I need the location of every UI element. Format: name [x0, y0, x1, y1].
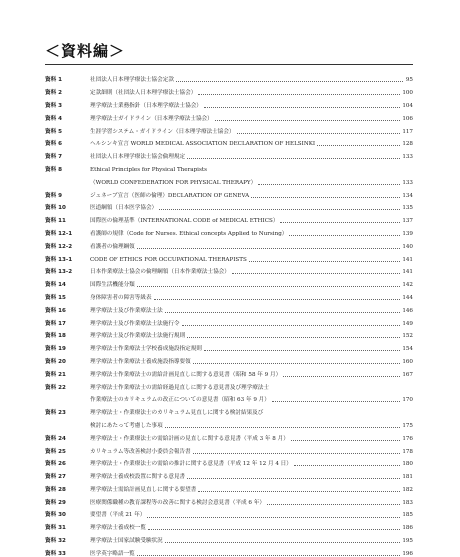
- dot-leader: [289, 235, 400, 236]
- dot-leader: [198, 491, 400, 492]
- toc-entry-number: 資料 6: [45, 141, 63, 148]
- toc-entry-number: 資料 12-1: [45, 230, 73, 237]
- toc-entry: [45, 429, 413, 442]
- toc-entry-number: 資料 24: [45, 435, 66, 442]
- toc-entry-title: 理学療法士作業療法士の需給経過見直しに関する意見書及び理学療法士: [90, 384, 270, 391]
- dot-leader: [294, 465, 400, 466]
- toc-entry-page: 142: [402, 282, 413, 289]
- toc-entry-number: 資料 20: [45, 358, 66, 365]
- toc-entry-number: 資料 14: [45, 282, 66, 289]
- toc-entry-number: 資料 18: [45, 333, 66, 340]
- toc-entry-title: 医療関係職種の教育課程等の改善に関する検討会意見書（平成 6 年）: [90, 499, 265, 506]
- toc-entry-page: 183: [402, 499, 413, 506]
- toc-entry: [45, 276, 413, 289]
- toc-entry-title: 社団法人日本理学療法士協会倫理規定: [90, 154, 186, 161]
- toc-entry: [45, 97, 413, 110]
- toc-entry: [45, 481, 413, 494]
- toc-entry-number: 資料 15: [45, 294, 66, 301]
- toc-entry-title: 理学療法士及び作業療法士法: [90, 307, 163, 314]
- toc-entry-number: 資料 3: [45, 102, 63, 109]
- toc-entry: [45, 544, 413, 557]
- toc-entry-title: 検討にあたって考慮した事項: [90, 422, 163, 429]
- dot-leader: [204, 350, 400, 351]
- toc-entry-page: 154: [402, 346, 413, 353]
- toc-entry-title: 理学療法士需給計画見直しに関する要望書: [90, 486, 197, 493]
- toc-entry-number: 資料 22: [45, 384, 66, 391]
- dot-leader: [237, 133, 401, 134]
- toc-entry-number: 資料 16: [45, 307, 66, 314]
- toc-entry-title: 理学療法士及び作業療法士法施行規則: [90, 333, 186, 340]
- toc-entry-page: 133: [402, 154, 413, 161]
- toc-entry-number: 資料 17: [45, 320, 66, 327]
- toc-entry-page: 170: [402, 397, 413, 404]
- toc-entry-page: 185: [402, 512, 413, 519]
- toc-entry-number: 資料 28: [45, 486, 66, 493]
- toc-entry-title: 作業療法士のカリキュラムの改正についての意見書（昭和 63 年 9 月）: [90, 397, 270, 404]
- toc-entry-title: （WORLD CONFEDERATION FOR PHYSICAL THERAPY）: [90, 179, 257, 186]
- dot-leader: [251, 197, 400, 198]
- toc-entry-title: CODE OF ETHICS FOR OCCUPATIONAL THERAPISTS: [90, 256, 247, 263]
- dot-leader: [187, 478, 400, 479]
- toc-entry: [45, 135, 413, 148]
- toc-entry: [45, 71, 413, 84]
- toc-entry-number: 資料 19: [45, 346, 66, 353]
- toc-entry-title: 理学療法士ガイドライン（日本理学療法士協会）: [90, 115, 213, 122]
- dot-leader: [272, 401, 400, 402]
- toc-entry-number: 資料 13-1: [45, 256, 73, 263]
- toc-entry: [45, 378, 413, 391]
- toc-entry-title: 理学療法士業務指針（日本理学療法士協会）: [90, 102, 202, 109]
- toc-entry-number: 資料 4: [45, 115, 63, 122]
- dot-leader: [154, 299, 401, 300]
- toc-entry-title: 理学療法士作業療法士養成施設指導要領: [90, 358, 191, 365]
- toc-entry-title: 理学療法士及び作業療法士法施行令: [90, 320, 180, 327]
- toc-entry-title: 医道綱領（日本医学協会）: [90, 205, 158, 212]
- toc-entry: [45, 468, 413, 481]
- dot-leader: [182, 325, 401, 326]
- toc-entry-page: 182: [402, 486, 413, 493]
- toc-entry-title: 理学療法士国家試験受験状況: [90, 538, 163, 545]
- dot-leader: [187, 337, 400, 338]
- toc-entry-title: 国際生活機能分類: [90, 282, 135, 289]
- toc-entry-page: 133: [402, 179, 413, 186]
- toc-entry-number: 資料 32: [45, 538, 66, 545]
- dot-leader: [317, 145, 400, 146]
- toc-entry: [45, 506, 413, 519]
- toc-entry-title: 理学療法士作業療法士学校養成施設指定規則: [90, 346, 202, 353]
- dot-leader: [137, 555, 401, 556]
- title-rule: [45, 64, 413, 65]
- toc-entry-number: 資料 33: [45, 550, 66, 557]
- dot-leader: [147, 517, 400, 518]
- toc-entry: [45, 109, 413, 122]
- dot-leader: [267, 504, 400, 505]
- toc-entry-title: 看護者の倫理綱領: [90, 243, 135, 250]
- dot-leader: [176, 81, 403, 82]
- toc-entry: [45, 186, 413, 199]
- toc-entry-page: 139: [402, 230, 413, 237]
- toc-entry-number: 資料 13-2: [45, 269, 73, 276]
- toc-entry: [45, 263, 413, 276]
- toc-entry-page: 160: [402, 358, 413, 365]
- toc-entry-title: 身体障害者の障害等級表: [90, 294, 152, 301]
- toc-entry-number: 資料 25: [45, 448, 66, 455]
- toc-entry-page: 195: [402, 538, 413, 545]
- toc-entry: [45, 327, 413, 340]
- dot-leader: [165, 312, 401, 313]
- toc-entry: [45, 455, 413, 468]
- dot-leader: [280, 222, 400, 223]
- toc-entry: [45, 417, 413, 430]
- toc-entry-number: 資料 30: [45, 512, 66, 519]
- toc-entry-page: 140: [402, 243, 413, 250]
- toc-entry: [45, 519, 413, 532]
- toc-entry-title: ヘルシンキ宣言 WORLD MEDICAL ASSOCIATION DECLARATION OF HELSINKI: [90, 141, 316, 148]
- toc-entry-number: 資料 29: [45, 499, 66, 506]
- toc-entry-number: 資料 23: [45, 410, 66, 417]
- toc-entry-number: 資料 12-2: [45, 243, 73, 250]
- toc-entry-title: 理学療法士・作業療法士の需給計画の見直しに関する意見書（平成 3 年 8 月）: [90, 435, 289, 442]
- toc-entry-number: 資料 10: [45, 205, 66, 212]
- dot-leader: [148, 529, 400, 530]
- toc-entry-number: 資料 11: [45, 218, 66, 225]
- toc-entry-page: 135: [402, 205, 413, 212]
- toc-entry-title: 生涯学習システム・ガイドライン（日本理学療法士協会）: [90, 128, 235, 135]
- toc-entry-title: Ethical Principles for Physical Therapists: [90, 166, 207, 173]
- toc-entry-page: 95: [405, 77, 413, 84]
- toc-entry-page: 196: [402, 550, 413, 557]
- toc-entry-title: 要望書（平成 21 年）: [90, 512, 146, 519]
- toc-entry-page: 128: [402, 141, 413, 148]
- toc-entry: [45, 225, 413, 238]
- dot-leader: [193, 453, 401, 454]
- toc-entry-number: 資料 26: [45, 461, 66, 468]
- dot-leader: [283, 376, 400, 377]
- dot-leader: [291, 440, 400, 441]
- toc-entry: [45, 391, 413, 404]
- dot-leader: [137, 248, 401, 249]
- toc-entry-title: ジュネーブ宣言（医師の倫理）DECLARATION OF GENEVA: [90, 192, 250, 199]
- toc-entry: [45, 365, 413, 378]
- toc-entry-title: カリキュラム等改善検討小委員会報告書: [90, 448, 191, 455]
- toc-entry-page: 137: [402, 218, 413, 225]
- toc-entry: [45, 301, 413, 314]
- toc-entry-page: 152: [402, 333, 413, 340]
- toc-entry-number: 資料 7: [45, 154, 63, 161]
- toc-entry-page: 104: [402, 102, 413, 109]
- toc-entry: [45, 250, 413, 263]
- toc-entry-number: 資料 21: [45, 371, 66, 378]
- toc-entry-title: 理学療法士・作業療法士のカリキュラム見直しに関する検討結果及び: [90, 410, 264, 417]
- toc-entry: [45, 404, 413, 417]
- table-of-contents: [45, 71, 413, 557]
- toc-entry-page: 178: [402, 448, 413, 455]
- dot-leader: [198, 94, 400, 95]
- toc-entry-page: 149: [402, 320, 413, 327]
- toc-entry-page: 176: [402, 435, 413, 442]
- dot-leader: [137, 286, 401, 287]
- toc-entry-page: 175: [402, 422, 413, 429]
- toc-entry-number: 資料 27: [45, 474, 66, 481]
- toc-entry: [45, 340, 413, 353]
- toc-entry: [45, 173, 413, 186]
- toc-entry: [45, 532, 413, 545]
- dot-leader: [258, 184, 400, 185]
- toc-entry: [45, 122, 413, 135]
- toc-entry-page: 181: [402, 474, 413, 481]
- toc-entry-title: 医学英字略語一覧: [90, 550, 135, 557]
- toc-entry: [45, 289, 413, 302]
- toc-entry: [45, 442, 413, 455]
- dot-leader: [165, 542, 401, 543]
- dot-leader: [159, 209, 400, 210]
- toc-entry: [45, 237, 413, 250]
- toc-entry-title: 理学療法士・作業療法士の需給の推計に関する意見書（平成 12 年 12 月 4 日）: [90, 461, 292, 468]
- toc-entry-title: 理学療法士作業療法士の需給計画見直しに関する意見書（昭和 58 年 9 月）: [90, 371, 282, 378]
- toc-entry: [45, 353, 413, 366]
- toc-entry-title: 理学療法士養成校設置に関する意見書: [90, 474, 186, 481]
- toc-entry-number: 資料 9: [45, 192, 63, 199]
- toc-entry-page: 117: [402, 128, 413, 135]
- dot-leader: [232, 273, 400, 274]
- toc-entry-page: 134: [402, 192, 413, 199]
- toc-entry: [45, 314, 413, 327]
- toc-entry-number: 資料 8: [45, 166, 63, 173]
- toc-entry-number: 資料 31: [45, 525, 66, 532]
- toc-entry-title: 看護師の規律（Code for Nurses. Ethical concepts Applied to Nursing）: [90, 230, 288, 237]
- toc-entry-title: 日本作業療法士協会の倫理綱領（日本作業療法士協会）: [90, 269, 230, 276]
- toc-entry-page: 186: [402, 525, 413, 532]
- toc-entry: [45, 493, 413, 506]
- toc-entry-page: 144: [402, 294, 413, 301]
- toc-entry-page: 146: [402, 307, 413, 314]
- toc-entry-number: 資料 1: [45, 77, 63, 84]
- toc-entry-page: 100: [402, 90, 413, 97]
- toc-entry-page: 180: [402, 461, 413, 468]
- toc-entry-number: 資料 2: [45, 90, 63, 97]
- toc-entry: [45, 199, 413, 212]
- dot-leader: [193, 363, 401, 364]
- dot-leader: [249, 261, 400, 262]
- dot-leader: [165, 427, 401, 428]
- toc-entry-number: 資料 5: [45, 128, 63, 135]
- toc-entry-page: 167: [402, 371, 413, 378]
- toc-entry: [45, 148, 413, 161]
- toc-entry: [45, 212, 413, 225]
- toc-entry-page: 141: [402, 269, 413, 276]
- toc-entry-page: 106: [402, 115, 413, 122]
- dot-leader: [215, 120, 401, 121]
- page-title: ＜資料編＞: [45, 42, 126, 60]
- toc-entry-title: 社団法人日本理学療法士協会定款: [90, 77, 174, 84]
- dot-leader: [204, 107, 400, 108]
- toc-entry: [45, 161, 413, 174]
- dot-leader: [187, 158, 400, 159]
- toc-entry-title: 理学療法士養成校一覧: [90, 525, 146, 532]
- toc-entry-page: 141: [402, 256, 413, 263]
- toc-entry-title: 定款細則（社団法人日本理学療法士協会）: [90, 90, 197, 97]
- toc-entry: [45, 84, 413, 97]
- toc-entry-title: 国際医の倫理基準（INTERNATIONAL CODE of MEDICAL ETHICS）: [90, 218, 279, 225]
